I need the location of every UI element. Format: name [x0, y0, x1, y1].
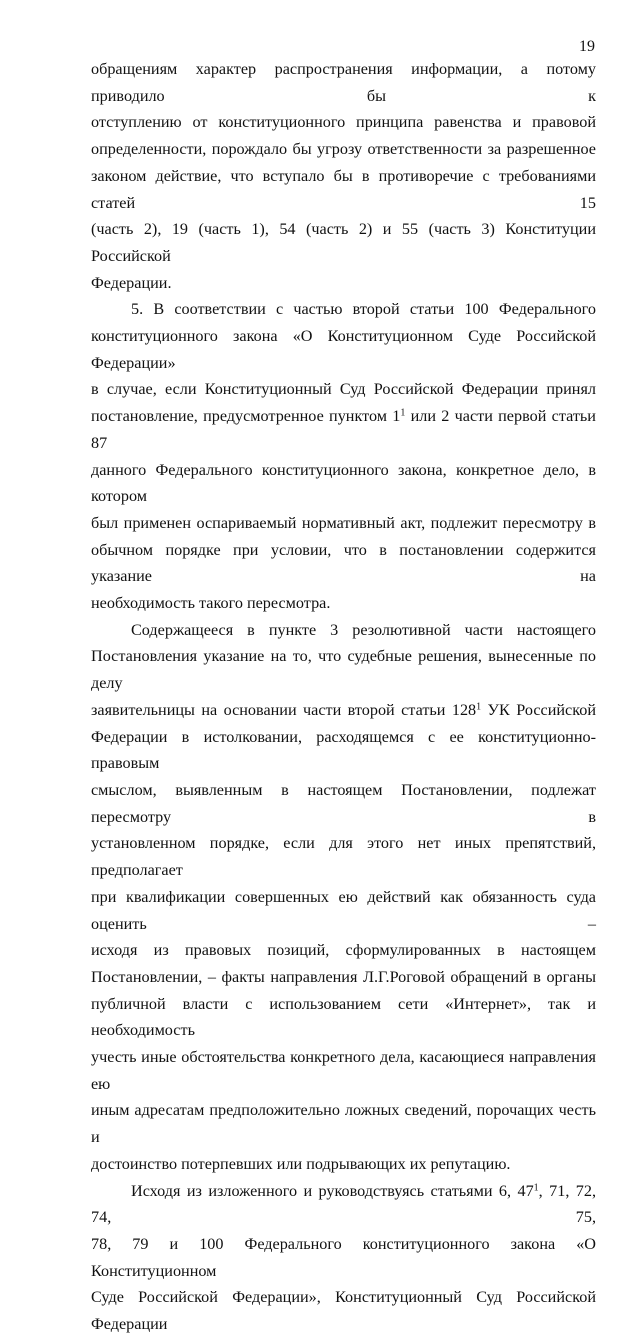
paragraph-item-5 — [91, 296, 596, 616]
text-line: обычном порядке при условии, что в постановлении содержится указание на — [91, 540, 596, 586]
text-line — [91, 403, 596, 456]
text-line: Постановления указание на то, что судебные решения, вынесенные по делу — [91, 647, 596, 693]
text-line: Федерации. — [91, 273, 172, 292]
text-line: необходимость такого пересмотра. — [91, 594, 331, 613]
text-line: учесть иные обстоятельства конкретного дела, касающиеся направления ею — [91, 1048, 596, 1093]
superscript: 1 — [400, 407, 406, 419]
superscript: 1 — [533, 1182, 539, 1194]
paragraph-resolution-note — [91, 617, 596, 1178]
text-line: достоинство потерпевших или подрывающих их репутацию. — [91, 1154, 511, 1173]
text-line: был применен оспариваемый нормативный акт, подлежит пересмотру в — [91, 513, 596, 532]
text-line: конституционного закона «О Конституционном Суде Российской Федерации» — [91, 327, 596, 372]
text-line: исходя из правовых позиций, сформулированных в настоящем — [91, 941, 596, 960]
text-segment: или 2 части первой статьи 87 — [91, 407, 596, 452]
text-line: установленном порядке, если для этого нет иных препятствий, предполагает — [91, 834, 596, 880]
text-line: данного Федерального конституционного закона, конкретное дело, в котором — [91, 460, 596, 506]
text-line: публичной власти с использованием сети «Интернет», так и необходимость — [91, 994, 596, 1040]
text-line: Содержащееся в пункте 3 резолютивной части настоящего — [131, 620, 596, 639]
text-line: определенности, порождало бы угрозу ответственности за разрешенное — [91, 140, 596, 159]
text-line: отступлению от конституционного принципа равенства и правовой — [91, 113, 596, 132]
paragraph-continuation — [91, 56, 596, 296]
text-line: Постановлении, – факты направления Л.Г.Роговой обращений в органы — [91, 967, 596, 986]
text-segment: постановление, предусмотренное пунктом 1 — [91, 407, 401, 426]
text-line: Суде Российской Федерации», Конституционный Суд Российской Федерации — [91, 1288, 596, 1334]
text-segment: , 71, 72, 74, 75, — [91, 1181, 597, 1227]
page-number: 19 — [579, 38, 595, 55]
text-line: 5. В соответствии с частью второй статьи 100 Федерального — [131, 300, 596, 319]
text-line: смыслом, выявленным в настоящем Постановлении, подлежат пересмотру в — [91, 780, 596, 826]
text-line: (часть 2), 19 (часть 1), 54 (часть 2) и 55 (часть 3) Конституции Российской — [91, 220, 596, 265]
text-segment: заявительницы на основании части второй статьи 128 — [91, 700, 477, 719]
text-line: Федерации в истолковании, расходящемся с ее конституционно-правовым — [91, 727, 596, 773]
text-line: 78, 79 и 100 Федерального конституционного закона «О Конституционном — [91, 1234, 596, 1280]
text-line: иным адресатам предположительно ложных сведений, порочащих честь и — [91, 1101, 596, 1147]
text-line — [91, 1178, 596, 1231]
text-line: обращениям характер распространения информации, а потому приводило бы к — [91, 60, 596, 105]
document-body — [91, 56, 596, 1338]
text-segment: УК Российской — [481, 700, 596, 719]
text-line: при квалификации совершенных ею действий как обязанность суда оценить – — [91, 887, 596, 933]
text-line: законом действие, что вступало бы в противоречие с требованиями статей 15 — [91, 166, 596, 212]
text-line — [91, 697, 596, 724]
text-line: в случае, если Конституционный Суд Российской Федерации принял — [91, 380, 596, 399]
text-segment: Исходя из изложенного и руководствуясь статьями 6, 47 — [131, 1181, 534, 1200]
superscript: 1 — [476, 701, 482, 713]
paragraph-conclusion-intro — [91, 1178, 596, 1338]
